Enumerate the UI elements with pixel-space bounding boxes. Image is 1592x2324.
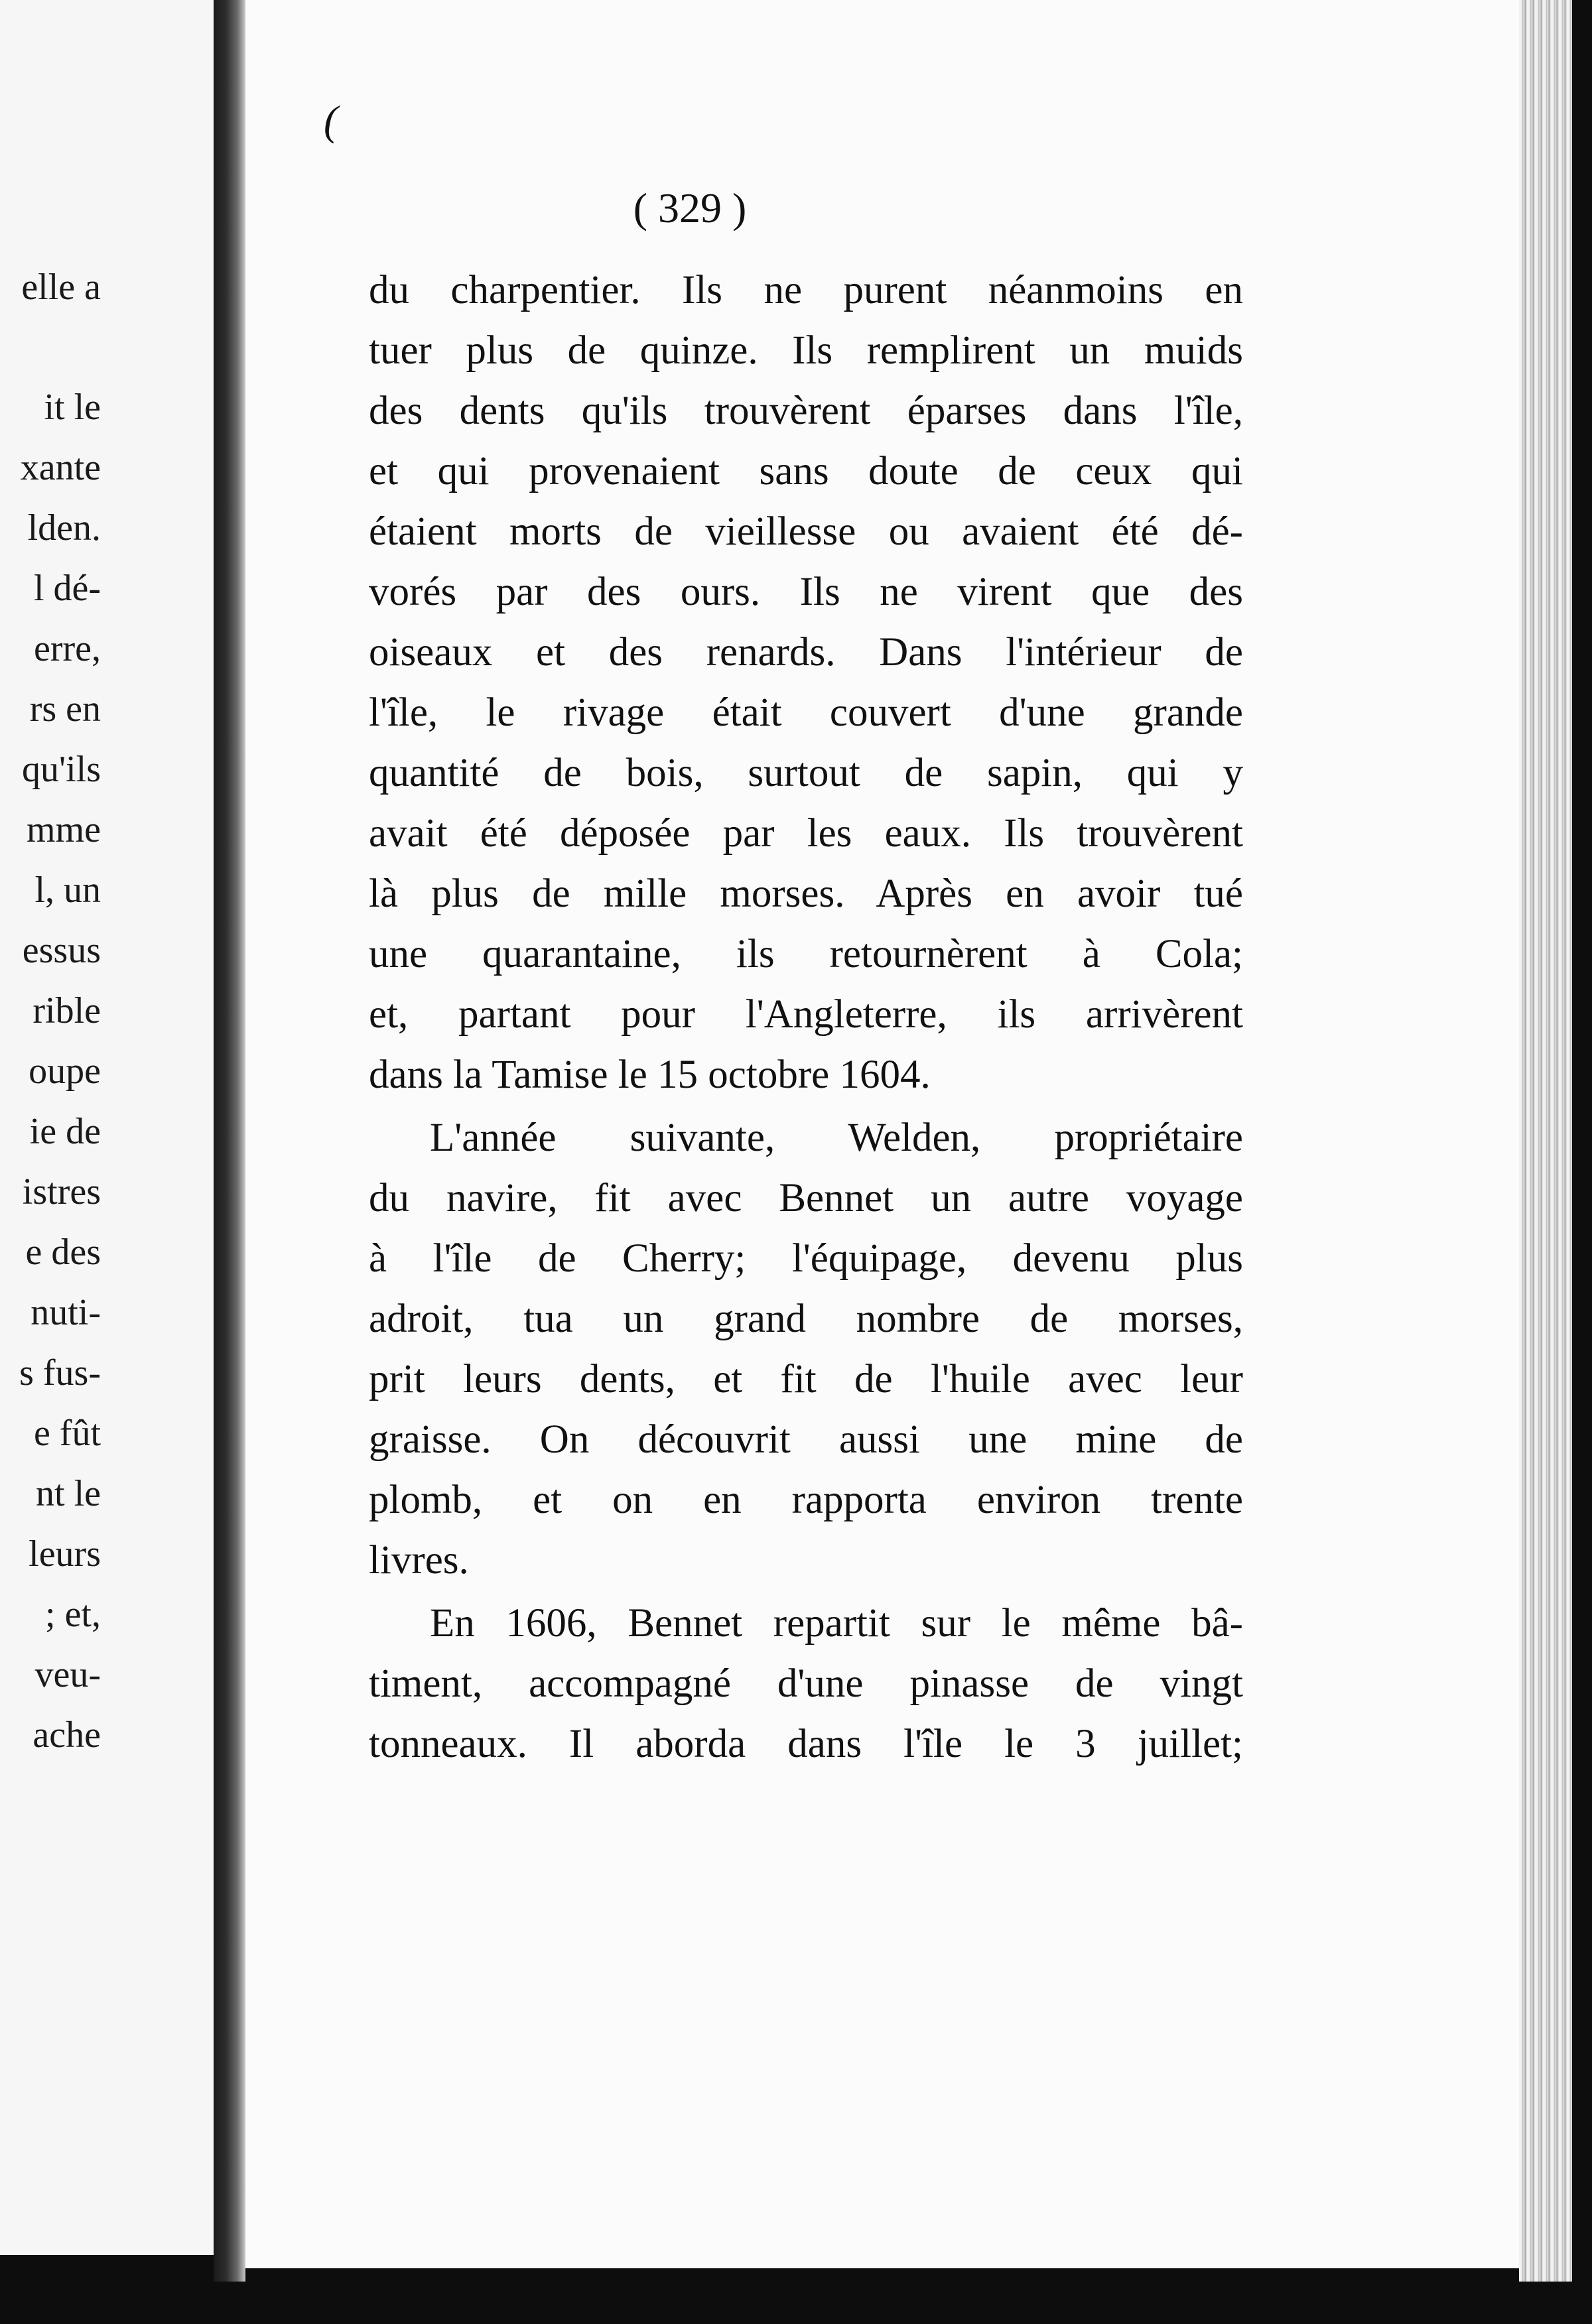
left-page-line: elle a (21, 267, 101, 308)
text-line: prit leurs dents, et fit de l'huile avec leur (369, 1357, 1243, 1401)
page-fore-edge (1519, 0, 1572, 2282)
text-line: tonneaux. Il aborda dans l'île le 3 juillet; (369, 1722, 1243, 1766)
text-line: à l'île de Cherry; l'équipage, devenu plus (369, 1236, 1243, 1281)
text-line: là plus de mille morses. Après en avoir tué (369, 871, 1243, 916)
book-gutter (214, 0, 245, 2324)
text-line: tuer plus de quinze. Ils remplirent un muids (369, 328, 1243, 373)
text-line: et, partant pour l'Angleterre, ils arrivèrent (369, 992, 1243, 1037)
text-line: L'année suivante, Welden, propriétaire (430, 1116, 1243, 1160)
left-page-line: l dé- (33, 568, 101, 609)
text-line: graisse. On découvrit aussi une mine de (369, 1417, 1243, 1462)
text-line: avait été déposée par les eaux. Ils trouvèrent (369, 811, 1243, 856)
text-line: En 1606, Bennet repartit sur le même bâ- (430, 1601, 1243, 1646)
left-page-line: rs en (29, 688, 101, 730)
left-page-fragment (0, 0, 214, 2255)
left-page-line: e fût (33, 1413, 101, 1454)
left-page-line: ; et, (45, 1594, 101, 1635)
left-page-line: mme (27, 809, 101, 850)
text-line: et qui provenaient sans doute de ceux qui (369, 449, 1243, 493)
body-text (369, 260, 1243, 1774)
left-page-line: ache (33, 1714, 101, 1756)
left-page-line: nt le (36, 1473, 101, 1514)
book-page (245, 0, 1519, 2268)
left-page-line: essus (22, 930, 101, 971)
left-page-line: istres (22, 1171, 101, 1212)
left-page-line: xante (20, 447, 101, 488)
text-line: oiseaux et des renards. Dans l'intérieur de (369, 630, 1243, 675)
left-page-line: oupe (29, 1051, 101, 1092)
left-page-line: s fus- (19, 1352, 101, 1393)
left-page-line: ie de (29, 1111, 101, 1152)
page-number: ( 329 ) (633, 184, 747, 231)
text-line: étaient morts de vieillesse ou avaient été dé- (369, 509, 1243, 554)
left-page-line: it le (44, 387, 101, 428)
text-line: livres. (369, 1538, 469, 1582)
text-line: du navire, fit avec Bennet un autre voyage (369, 1176, 1243, 1220)
text-line: adroit, tua un grand nombre de morses, (369, 1297, 1243, 1341)
left-page-line: lden. (27, 507, 101, 549)
stray-mark: ( (324, 97, 338, 144)
left-page-line: leurs (29, 1533, 101, 1575)
page-edge-shadow (1572, 0, 1592, 2324)
text-line: quantité de bois, surtout de sapin, qui y (369, 751, 1243, 795)
text-line: dans la Tamise le 15 octobre 1604. (369, 1053, 931, 1097)
text-line: l'île, le rivage était couvert d'une grande (369, 690, 1243, 735)
left-page-line: rible (33, 990, 101, 1031)
left-page-line: e des (25, 1232, 101, 1273)
text-line: vorés par des ours. Ils ne virent que des (369, 570, 1243, 614)
text-line: timent, accompagné d'une pinasse de vingt (369, 1661, 1243, 1706)
left-page-line: erre, (33, 628, 101, 669)
scan-bottom-border (0, 2282, 1592, 2324)
left-page-line: qu'ils (22, 749, 101, 790)
left-page-line: veu- (34, 1654, 101, 1695)
text-line: des dents qu'ils trouvèrent éparses dans l'île, (369, 389, 1243, 433)
left-page-line: l, un (34, 870, 101, 911)
text-line: une quarantaine, ils retournèrent à Cola; (369, 932, 1243, 976)
text-line: plomb, et on en rapporta environ trente (369, 1478, 1243, 1522)
left-page-line: nuti- (31, 1292, 101, 1333)
text-line: du charpentier. Ils ne purent néanmoins en (369, 268, 1243, 312)
